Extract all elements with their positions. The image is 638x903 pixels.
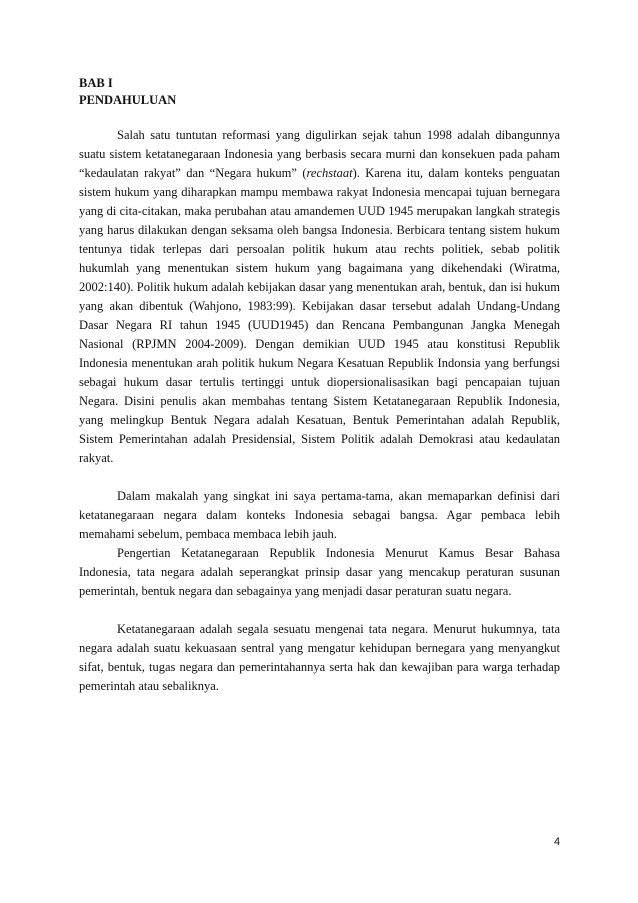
paragraph-1-text-b: ). Karena itu, dalam konteks penguatan sistem hukum yang diharapkan mampu membawa rakyat Indonesia mencapai tujuan bernegara yang di cita-citakan, maka perubahan atau amandemen UUD 1945 merupakan langkah strategis yang harus dilakukan dengan seksama oleh bangsa Indonesia. Berbicara tentang sistem hukum tentunya tidak terlepas dari persoalan politik hukum atau rechts politiek, sebab politik hukumlah yang menentukan sistem hukum yang bagaimana yang dikehendaki (Wiratma, 2002:140). Politik hukum adalah kebijakan dasar yang menentukan arah, bentuk, dan isi hukum yang akan dibentuk (Wahjono, 1983:99). Kebijakan dasar tersebut adalah Undang-Undang Dasar Negara RI tahun 1945 (UUD1945) dan Rencana Pembangunan Jangka Menegah Nasional (RPJMN 2004-2009). Dengan demikian UUD 1945 atau konstitusi Republik Indonesia menentukan arah politik hukum Negara Kesatuan Republik Indonsia yang berfungsi sebagai hukum dasar tertulis tertinggi untuk diopersionalisasikan bagi pencapaian tujuan Negara. Disini penulis akan membahas tentang Sistem Ketatanegaraan Republik Indonesia, yang melingkup Bentuk Negara adalah Kesatuan, Bentuk Pemerintahan adalah Republik, Sistem Pemerintahan adalah Presidensial, Sistem Politik adalah Demokrasi atau kedaulatan rakyat. xyxy=(79,166,560,465)
paragraph-1 xyxy=(79,126,560,468)
chapter-title: PENDAHULUAN xyxy=(79,93,177,107)
paragraph-1-text-a: Salah satu tuntutan reformasi yang digulirkan sejak tahun 1998 adalah dibangunnya suatu sistem ketatanegaraan Indonesia yang berbasis secara murni dan konsekuen pada paham “kedaulatan rakyat” dan “Negara hukum” ( xyxy=(79,128,560,180)
paragraph-3: Pengertian Ketatanegaraan Republik Indonesia Menurut Kamus Besar Bahasa Indonesia, tata negara adalah seperangkat prinsip dasar yang mencakup peraturan susunan pemerintah, bentuk negara dan sebagainya yang menjadi dasar peraturan suatu negara. xyxy=(79,546,560,598)
page-number: 4 xyxy=(554,836,561,848)
paragraph-4: Ketatanegaraan adalah segala sesuatu mengenai tata negara. Menurut hukumnya, tata negara adalah suatu kekuasaan sentral yang mengatur kehidupan bernegara yang menyangkut sifat, bentuk, tugas negara dan pemerintahannya serta hak dan kewajiban para warga terhadap pemerintah atau sebaliknya. xyxy=(79,622,560,693)
chapter-label: BAB I xyxy=(79,76,113,90)
paragraph-2: Dalam makalah yang singkat ini saya pertama-tama, akan memaparkan definisi dari ketatanegaraan negara dalam konteks Indonesia sebagai bangsa. Agar pembaca lebih memahami sebelum, pembaca membaca lebih jauh. xyxy=(79,489,560,541)
document-page xyxy=(79,75,560,696)
paragraph-1-italic-term: rechstaat xyxy=(306,166,353,180)
